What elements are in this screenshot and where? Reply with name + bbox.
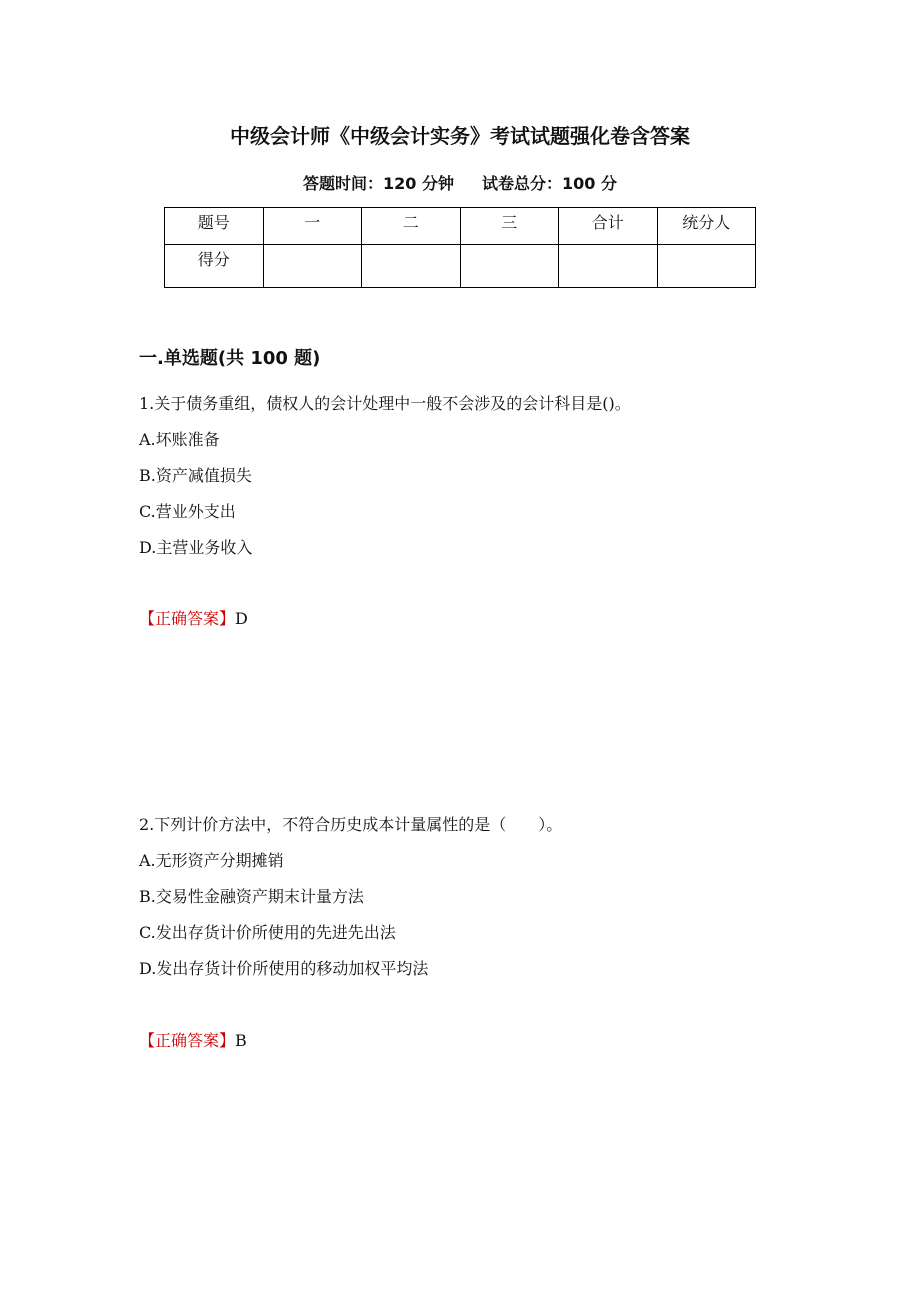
question-option: A.坏账准备 [139,430,220,449]
answer-value: D [235,609,248,628]
score-table-header-cell: 题号 [165,208,264,245]
exam-time: 答题时间：120 分钟 [303,174,454,193]
question-option: C.营业外支出 [139,502,236,521]
question-option: C.发出存货计价所使用的先进先出法 [139,923,396,942]
question-option: D.主营业务收入 [139,538,253,557]
score-table-header-cell: 统分人 [657,208,756,245]
score-table-header-cell: 一 [263,208,362,245]
score-cell [362,245,461,288]
question-option: D.发出存货计价所使用的移动加权平均法 [139,959,429,978]
answer-label: 【正确答案】 [139,609,236,628]
question-option: B.交易性金融资产期末计量方法 [139,887,364,906]
score-row-label: 得分 [165,245,264,288]
score-table-header-row [165,208,756,245]
score-table-header-cell: 三 [460,208,559,245]
section-title: 一.单选题(共 100 题) [139,348,321,369]
exam-info [0,172,920,196]
score-table-header-cell: 二 [362,208,461,245]
question-option: B.资产减值损失 [139,466,252,485]
answer-line [139,1029,247,1053]
question-option: A.无形资产分期摊销 [139,851,284,870]
score-table-score-row [165,245,756,288]
question-stem: 2.下列计价方法中，不符合历史成本计量属性的是（ ）。 [139,815,563,834]
answer-line [139,607,248,631]
answer-value: B [235,1031,247,1050]
score-cell [263,245,362,288]
score-cell [657,245,756,288]
score-table-header-cell: 合计 [559,208,658,245]
score-table [164,207,756,288]
total-score: 试卷总分：100 分 [482,174,617,193]
document-title: 中级会计师《中级会计实务》考试试题强化卷含答案 [230,124,690,148]
score-cell [460,245,559,288]
question-stem: 1.关于债务重组，债权人的会计处理中一般不会涉及的会计科目是()。 [139,394,631,413]
answer-label: 【正确答案】 [139,1031,236,1050]
score-cell [559,245,658,288]
